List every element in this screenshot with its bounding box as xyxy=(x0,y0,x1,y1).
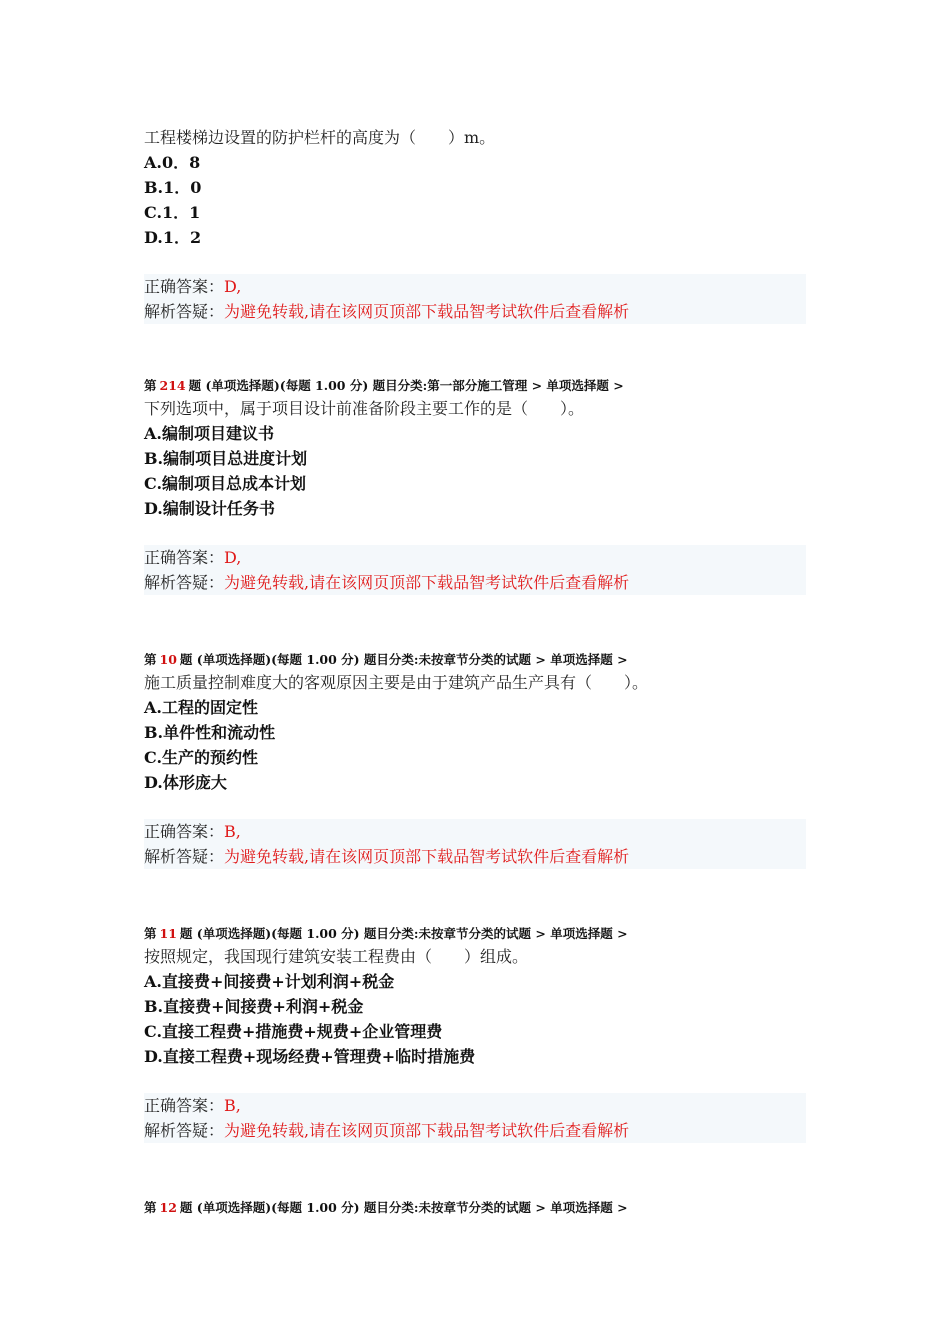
answer-label: 正确答案： xyxy=(144,548,225,567)
answer-value: B, xyxy=(224,822,241,841)
analysis-text: 为避免转载,请在该网页顶部下载品智考试软件后查看解析 xyxy=(224,302,630,321)
analysis-text: 为避免转载,请在该网页顶部下载品智考试软件后查看解析 xyxy=(224,1121,630,1140)
analysis xyxy=(144,299,806,324)
option-d: D.编制设计任务书 xyxy=(144,499,275,518)
answer-label: 正确答案： xyxy=(144,822,225,841)
answer-value: B, xyxy=(224,1096,241,1115)
analysis-label: 解析答疑： xyxy=(144,573,225,592)
header-suffix: 题 (单项选择题)(每题 1.00 分) 题目分类:未按章节分类的试题 > 单项选择题 > xyxy=(179,652,628,667)
question-block-214 xyxy=(144,376,808,595)
question-block-10 xyxy=(144,650,808,869)
answer-box xyxy=(144,819,806,869)
analysis-text: 为避免转载,请在该网页顶部下载品智考试软件后查看解析 xyxy=(224,847,630,866)
header-prefix: 第 xyxy=(144,652,157,667)
header-prefix: 第 xyxy=(144,926,157,941)
answer-label: 正确答案： xyxy=(144,1096,225,1115)
analysis-label: 解析答疑： xyxy=(144,847,225,866)
option-b: B.1．0 xyxy=(144,178,202,197)
header-prefix: 第 xyxy=(144,1200,157,1215)
correct-answer xyxy=(144,1093,806,1118)
answer-label: 正确答案： xyxy=(144,277,225,296)
question-header xyxy=(144,376,808,396)
question-number: 11 xyxy=(159,926,177,941)
correct-answer xyxy=(144,545,806,570)
question-header xyxy=(144,1198,808,1218)
option-a: A.直接费+间接费+计划利润+税金 xyxy=(144,972,395,991)
question-number: 12 xyxy=(159,1200,177,1215)
option-d: D.直接工程费+现场经费+管理费+临时措施费 xyxy=(144,1047,476,1066)
question-number: 10 xyxy=(159,652,177,667)
question-text: 工程楼梯边设置的防护栏杆的高度为（ ）m。 xyxy=(144,128,496,147)
option-c: C.编制项目总成本计划 xyxy=(144,474,307,493)
answer-box xyxy=(144,274,806,324)
option-b: B.直接费+间接费+利润+税金 xyxy=(144,997,364,1016)
option-b: B.编制项目总进度计划 xyxy=(144,449,308,468)
question-block-1 xyxy=(144,125,808,324)
option-a: A.编制项目建议书 xyxy=(144,424,274,443)
analysis xyxy=(144,1118,806,1143)
header-suffix: 题 (单项选择题)(每题 1.00 分) 题目分类:未按章节分类的试题 > 单项选择题 > xyxy=(179,926,628,941)
option-a: A.工程的固定性 xyxy=(144,698,258,717)
question-text: 施工质量控制难度大的客观原因主要是由于建筑产品生产具有（ ）。 xyxy=(144,673,649,692)
analysis-text: 为避免转载,请在该网页顶部下载品智考试软件后查看解析 xyxy=(224,573,630,592)
answer-box xyxy=(144,1093,806,1143)
question-header xyxy=(144,924,808,944)
option-b: B.单件性和流动性 xyxy=(144,723,276,742)
correct-answer xyxy=(144,274,806,299)
header-suffix: 题 (单项选择题)(每题 1.00 分) 题目分类:未按章节分类的试题 > 单项选择题 > xyxy=(179,1200,628,1215)
question-block-11 xyxy=(144,924,808,1143)
question-header xyxy=(144,650,808,670)
analysis xyxy=(144,570,806,595)
option-d: D.体形庞大 xyxy=(144,773,227,792)
question-text: 按照规定，我国现行建筑安装工程费由（ ）组成。 xyxy=(144,947,529,966)
answer-box xyxy=(144,545,806,595)
question-number: 214 xyxy=(159,378,186,393)
question-block-12 xyxy=(144,1198,808,1218)
answer-value: D, xyxy=(224,277,242,296)
header-prefix: 第 xyxy=(144,378,157,393)
analysis-label: 解析答疑： xyxy=(144,1121,225,1140)
option-c: C.生产的预约性 xyxy=(144,748,259,767)
option-c: C.直接工程费+措施费+规费+企业管理费 xyxy=(144,1022,443,1041)
option-c: C.1．1 xyxy=(144,203,201,222)
header-suffix: 题 (单项选择题)(每题 1.00 分) 题目分类:第一部分施工管理 > 单项选择题 > xyxy=(188,378,624,393)
analysis xyxy=(144,844,806,869)
option-d: D.1．2 xyxy=(144,228,202,247)
analysis-label: 解析答疑： xyxy=(144,302,225,321)
answer-value: D, xyxy=(224,548,242,567)
question-text: 下列选项中，属于项目设计前准备阶段主要工作的是（ ）。 xyxy=(144,399,585,418)
correct-answer xyxy=(144,819,806,844)
option-a: A.0．8 xyxy=(144,153,201,172)
